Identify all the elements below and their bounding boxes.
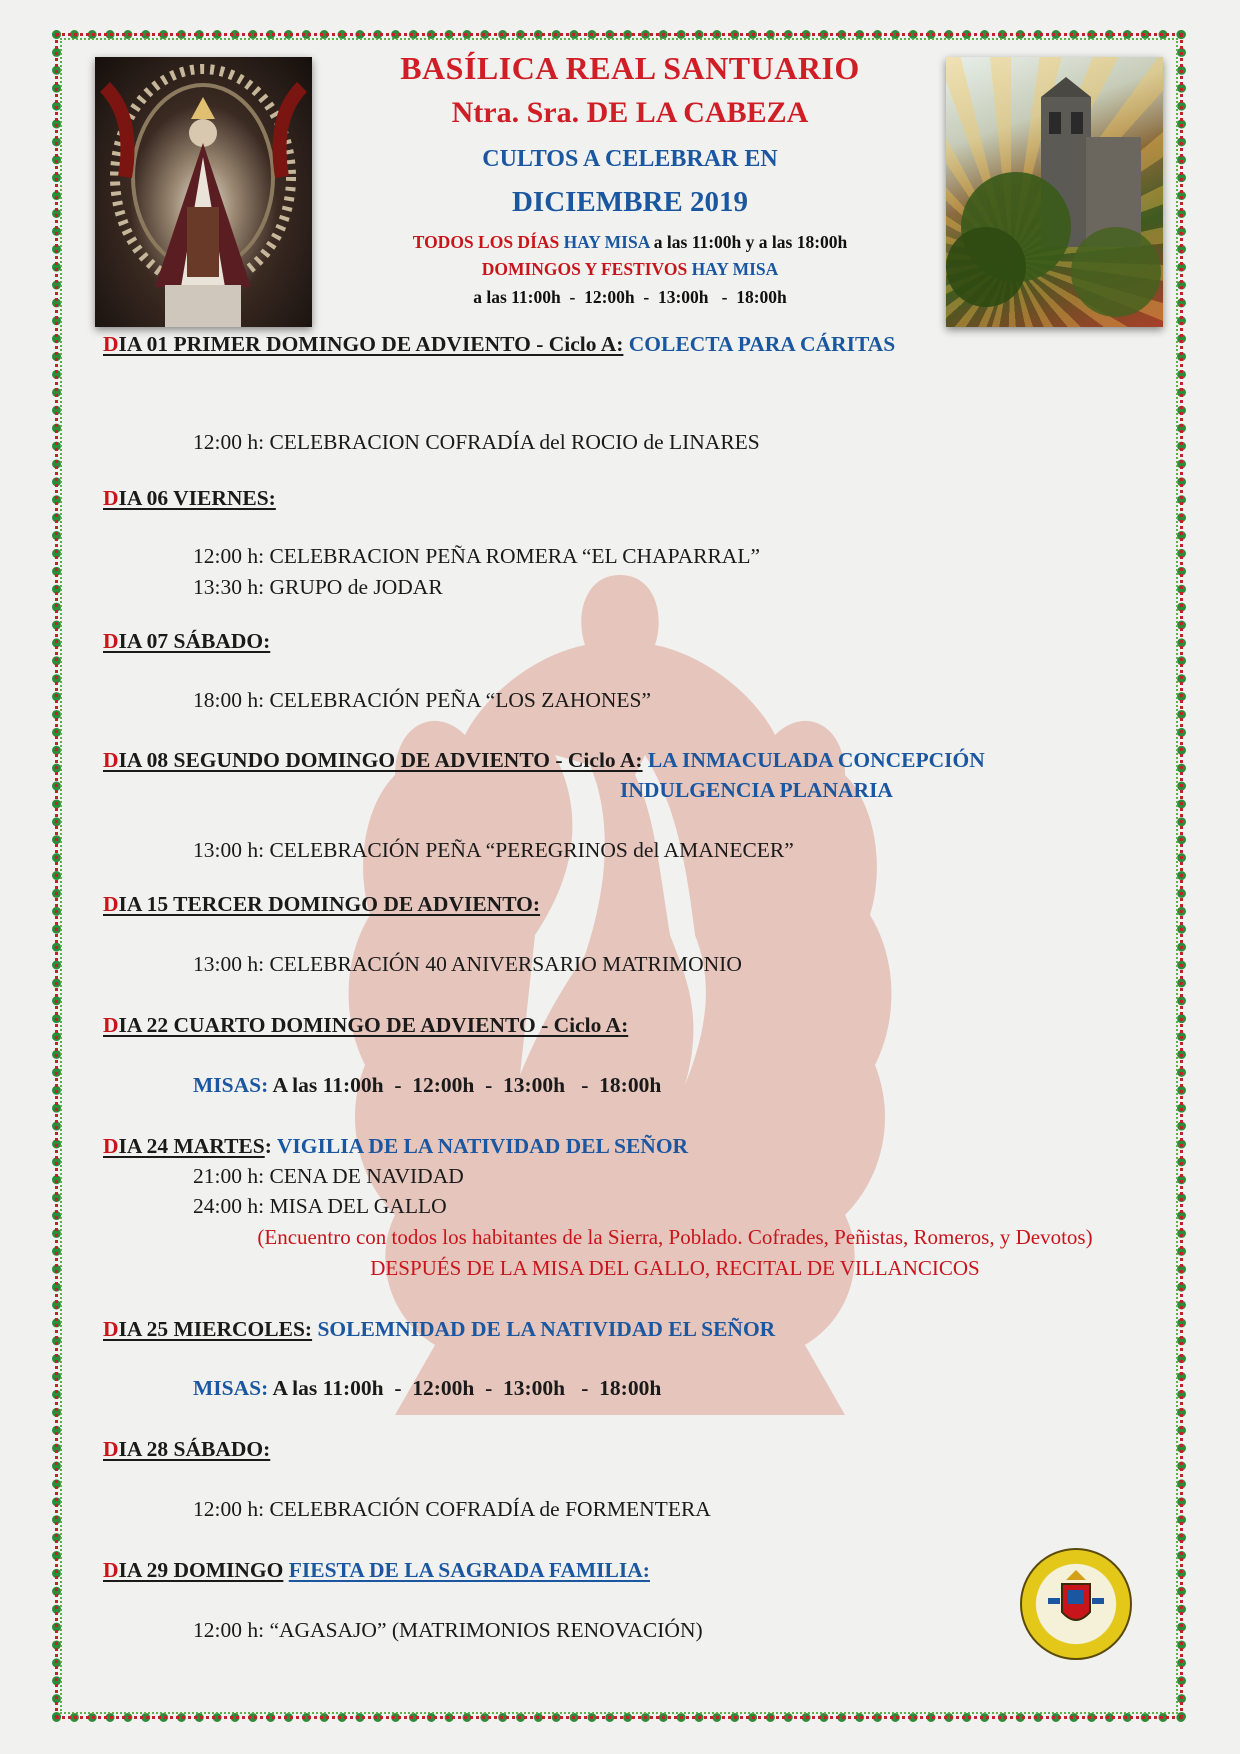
note-line: (Encuentro con todos los habitantes de la Sierra, Poblado. Cofrades, Peñistas, Romeros, y Devotos) bbox=[257, 1225, 1093, 1249]
sunday-mass-label: HAY MISA bbox=[691, 259, 779, 279]
daily-mass-times: a las 11:00h y a las 18:00h bbox=[653, 232, 848, 252]
day-01-heading bbox=[103, 332, 895, 357]
day-highlight: FIESTA DE LA SAGRADA FAMILIA: bbox=[288, 1558, 650, 1582]
day-highlight-second: INDULGENCIA PLANARIA bbox=[620, 778, 893, 802]
daily-label: TODOS LOS DÍAS bbox=[412, 232, 560, 252]
day-initial: D bbox=[103, 486, 119, 510]
day-highlight: COLECTA PARA CÁRITAS bbox=[628, 332, 896, 356]
day-24-heading bbox=[103, 1134, 688, 1159]
subtitle-month: DICIEMBRE 2019 bbox=[511, 186, 749, 218]
event-line: 13:00 h: CELEBRACIÓN PEÑA “PEREGRINOS del AMANECER” bbox=[193, 838, 794, 862]
day-title: IA 01 PRIMER DOMINGO DE ADVIENTO - Ciclo A: bbox=[118, 332, 624, 356]
event-line: 13:00 h: CELEBRACIÓN 40 ANIVERSARIO MATRIMONIO bbox=[193, 952, 742, 976]
day-initial: D bbox=[103, 1558, 119, 1582]
day-title: IA 22 CUARTO DOMINGO DE ADVIENTO - Ciclo A: bbox=[118, 1013, 629, 1037]
event-line: 18:00 h: CELEBRACIÓN PEÑA “LOS ZAHONES” bbox=[193, 688, 652, 712]
day-highlight: VIGILIA DE LA NATIVIDAD DEL SEÑOR bbox=[276, 1134, 689, 1158]
day-initial: D bbox=[103, 1317, 119, 1341]
day-initial: D bbox=[103, 629, 119, 653]
event-line: 21:00 h: CENA DE NAVIDAD bbox=[193, 1164, 464, 1188]
daily-mass-label: HAY MISA bbox=[563, 232, 650, 252]
day-06-heading bbox=[103, 486, 276, 511]
subtitle-cultos: CULTOS A CELEBRAR EN bbox=[482, 146, 778, 172]
misas-label: MISAS: bbox=[193, 1376, 269, 1400]
event-line: 12:00 h: “AGASAJO” (MATRIMONIOS RENOVACIÓN) bbox=[193, 1618, 703, 1642]
day-initial: D bbox=[103, 748, 119, 772]
event-line: 13:30 h: GRUPO de JODAR bbox=[193, 575, 443, 599]
basilica-building-icon bbox=[946, 57, 1163, 327]
day-colon: : bbox=[264, 1134, 272, 1158]
misas-times: A las 11:00h - 12:00h - 13:00h - 18:00h bbox=[272, 1073, 662, 1097]
event-line: 12:00 h: CELEBRACION PEÑA ROMERA “EL CHAPARRAL” bbox=[193, 544, 760, 568]
day-08-heading bbox=[103, 748, 985, 773]
title-basilica: BASÍLICA REAL SANTUARIO bbox=[400, 50, 860, 86]
day-title: IA 07 SÁBADO: bbox=[118, 629, 271, 653]
day-title: IA 06 VIERNES: bbox=[118, 486, 276, 510]
misas-label: MISAS: bbox=[193, 1073, 269, 1097]
day-initial: D bbox=[103, 332, 119, 356]
misas-line bbox=[193, 1376, 661, 1401]
note-line: DESPUÉS DE LA MISA DEL GALLO, RECITAL DE VILLANCICOS bbox=[370, 1256, 980, 1280]
daily-mass-line bbox=[320, 232, 940, 253]
misas-line bbox=[193, 1073, 661, 1098]
day-highlight: LA INMACULADA CONCEPCIÓN bbox=[647, 748, 985, 772]
day-title: IA 25 MIERCOLES: bbox=[118, 1317, 313, 1341]
day-28-heading bbox=[103, 1437, 270, 1462]
sunday-mass-times: a las 11:00h - 12:00h - 13:00h - 18:00h bbox=[473, 287, 787, 307]
basilica-photo bbox=[946, 57, 1163, 327]
virgin-figure-icon bbox=[95, 57, 312, 327]
day-07-heading bbox=[103, 629, 270, 654]
day-title: IA 24 MARTES bbox=[118, 1134, 265, 1158]
event-line: 24:00 h: MISA DEL GALLO bbox=[193, 1194, 447, 1218]
day-initial: D bbox=[103, 892, 119, 916]
misas-times: A las 11:00h - 12:00h - 13:00h - 18:00h bbox=[272, 1376, 662, 1400]
day-initial: D bbox=[103, 1134, 119, 1158]
day-title: IA 08 SEGUNDO DOMINGO DE ADVIENTO - Ciclo A: bbox=[118, 748, 643, 772]
basilica-seal-logo bbox=[1020, 1548, 1132, 1660]
day-title: IA 15 TERCER DOMINGO DE ADVIENTO: bbox=[118, 892, 541, 916]
day-title: IA 28 SÁBADO: bbox=[118, 1437, 271, 1461]
day-29-heading bbox=[103, 1558, 650, 1583]
day-25-heading bbox=[103, 1317, 775, 1342]
title-virgin: Ntra. Sra. DE LA CABEZA bbox=[451, 96, 809, 129]
coat-of-arms-icon bbox=[1022, 1550, 1130, 1658]
day-15-heading bbox=[103, 892, 540, 917]
virgin-image bbox=[95, 57, 312, 327]
event-line: 12:00 h: CELEBRACION COFRADÍA del ROCIO de LINARES bbox=[193, 430, 760, 454]
day-initial: D bbox=[103, 1013, 119, 1037]
event-line: 12:00 h: CELEBRACIÓN COFRADÍA de FORMENTERA bbox=[193, 1497, 711, 1521]
sunday-mass-line bbox=[320, 259, 940, 280]
sunday-label: DOMINGOS Y FESTIVOS bbox=[481, 259, 688, 279]
day-title: IA 29 DOMINGO bbox=[118, 1558, 284, 1582]
day-22-heading bbox=[103, 1013, 628, 1038]
day-initial: D bbox=[103, 1437, 119, 1461]
day-highlight: SOLEMNIDAD DE LA NATIVIDAD EL SEÑOR bbox=[317, 1317, 776, 1341]
